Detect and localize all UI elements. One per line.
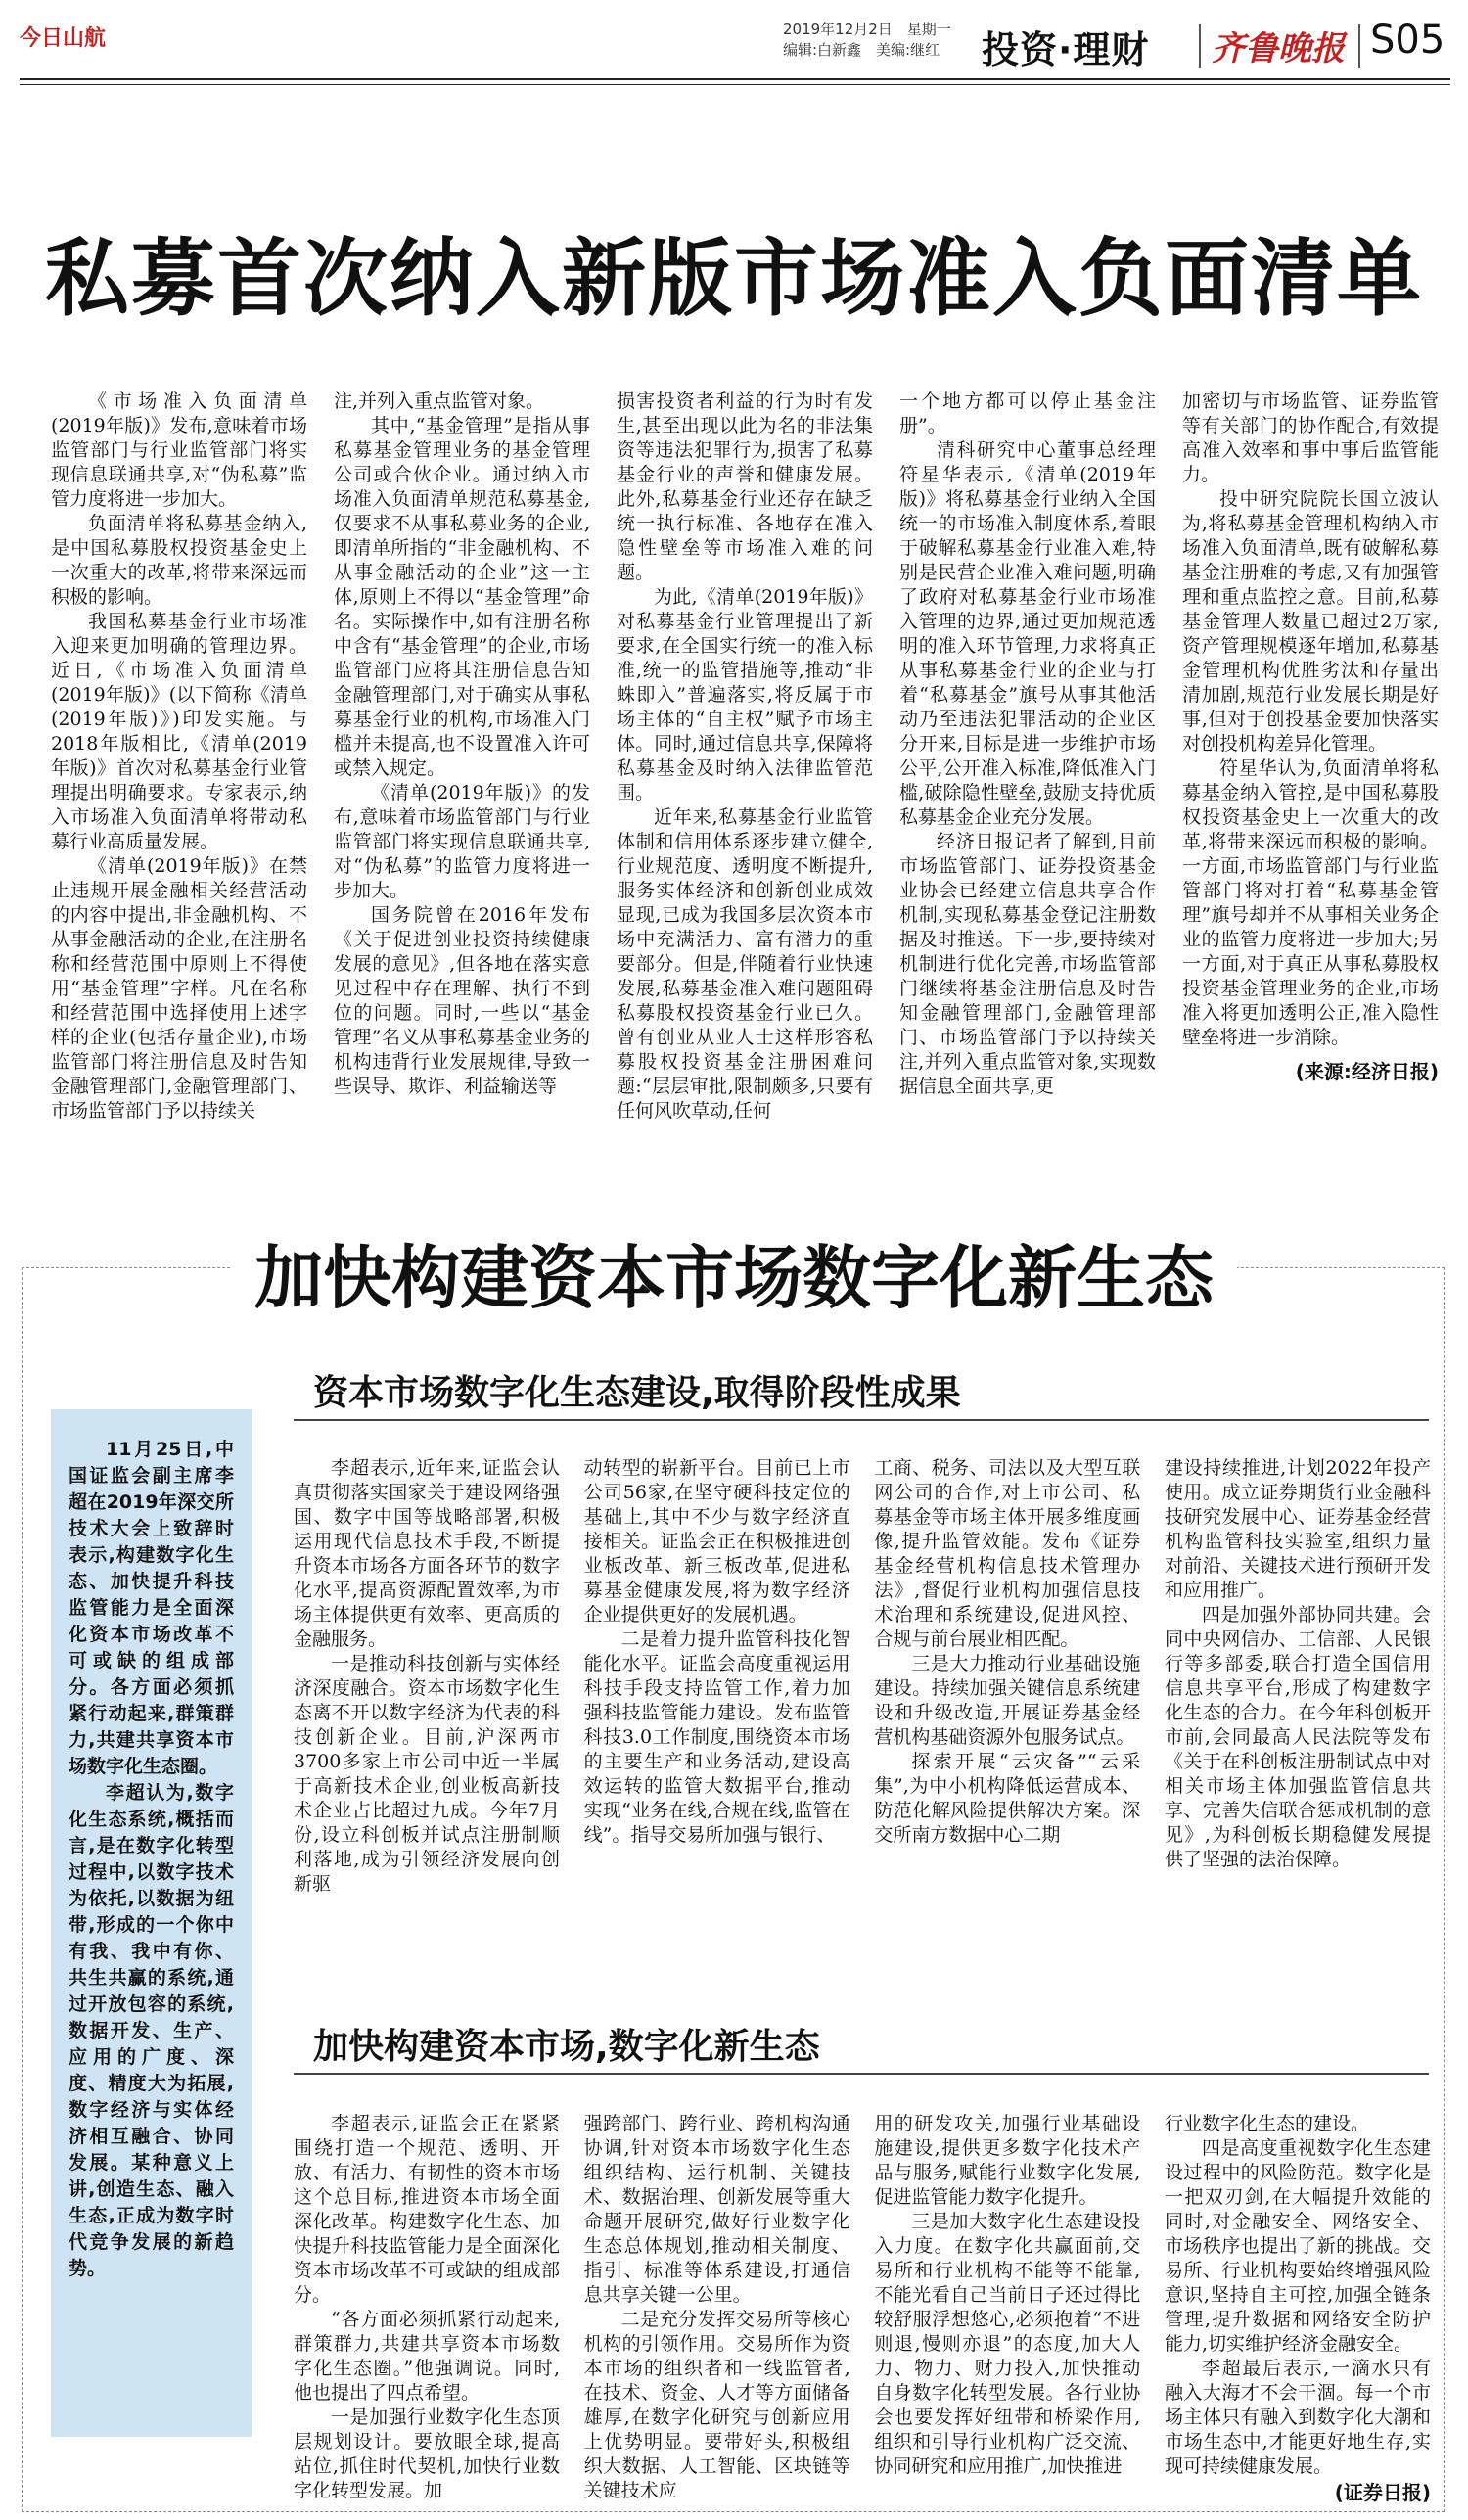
paragraph: 三是加大数字化生态建设投入力度。在数字化共赢面前,交易所和行业机构不能等不能靠,不能光看自己当前日子还过得比较舒服浮想悠心,必须抱着“不进则退,慢则亦退”的态度,加大人力、物力、财力投入,加快推动自身数字化转型发展。各行业协会也要发挥好纽带和桥梁作用,组织和引导行业机构广泛交流、协同研究和应用推广,加快推进 [874, 2211, 1141, 2477]
paragraph: 一个地方都可以停止基金注册”。 [899, 390, 1156, 436]
header-rule [20, 78, 1450, 80]
subheading-2: 加快构建资本市场,数字化新生态 [313, 2027, 820, 2067]
paragraph: 清科研究中心董事总经理符星华表示,《清单(2019年版)》将私募基金行业纳入全国统一的市场准入制度体系,着眼于破解私募基金行业准入难,特别是民营企业准入难问题,明确了政府对私募基金行业市场准入管理的边界,通过更加规范透明的准入环节管理,力求将真正从事私募基金行业的企业与打着“私募基金”旗号从事其他活动乃至违法犯罪活动的企业区分开来,目标是进一步维护市场公平,公开准入标准,降低准入门槛,破除隐性壁垒,鼓励支持优质私募基金企业充分发展。 [899, 439, 1156, 828]
paragraph: 动转型的崭新平台。目前已上市公司56家,在坚守硬科技定位的基础上,其中不少与数字经济直接相关。证监会正在积极推进创业板改革、新三板改革,促进私募基金健康发展,将为数字经济企业提供更好的发展机遇。 [583, 1457, 850, 1626]
paragraph: 我国私募基金行业市场准入迎来更加明确的管理边界。近日,《市场准入负面清单(2019年版)》(以下简称《清单(2019年版)》)印发实施。与2018年版相比,《清单(2019年版)》首次对私募基金行业管理提出明确要求。专家表示,纳入市场准入负面清单将带动私募行业高质量发展。 [51, 611, 307, 852]
paragraph: 行业数字化生态的建设。 [1164, 2113, 1369, 2134]
article2-source: (证券日报) [1334, 2481, 1431, 2503]
article1-body [51, 389, 1439, 1192]
section1-col-4 [1165, 1456, 1431, 2004]
paragraph: 投中研究院院长国立波认为,将私募基金管理机构纳入市场准入负面清单,既有破解私募基金注册难的考虑,又有加强管理和重点监控之意。目前,私募基金管理人数量已超过2万家,资产管理规模逐年增加,私募基金管理机构优胜劣汰和存量出清加剧,规范行业发展长期是好事,但对于创投基金要加快落实对创投机构差异化管理。 [1182, 488, 1439, 755]
section2-body [294, 2112, 1431, 2503]
article1-headline: 私募首次纳入新版市场准入负面清单 [45, 230, 1423, 328]
newspaper-logo: 齐鲁晚报 [1212, 29, 1345, 69]
paragraph: 一是推动科技创新与实体经济深度融合。资本市场数字化生态离不开以数字经济为代表的科技创新企业。目前,沪深两市3700多家上市公司中近一半属于高新技术企业,创业板高新技术企业占比超过九成。今年7月份,设立科创板并试点注册制顺利落地,成为引领经济发展向创新驱 [294, 1653, 560, 1895]
page-number: S05 [1370, 18, 1445, 63]
paragraph: 符星华认为,负面清单将私募基金纳入管控,是中国私募股权投资基金史上一次重大的改革,将带来深远而积极的影响。一方面,市场监管部门与行业监管部门将对打着“私募基金管理”旗号却并不从事相关业务企业的监管力度将进一步加大;另一方面,对于真正从事私募股权投资基金管理业务的企业,市场准入将更加透明公正,准入隐性壁垒将进一步消除。 [1182, 757, 1439, 1048]
section1-col-2 [584, 1456, 850, 2004]
subheading-1-rule [294, 1419, 1429, 1421]
paragraph: 建设持续推进,计划2022年投产使用。成立证券期货行业金融科技研究发展中心、证券基金经营机构监管科技实验室,组织力量对前沿、关键技术进行预研开发和应用推广。 [1164, 1457, 1431, 1601]
paragraph: 注,并列入重点监管对象。 [334, 390, 545, 412]
section2-col-3 [874, 2112, 1140, 2503]
header-divider [1199, 24, 1201, 68]
paragraph: 三是大力推动行业基础设施建设。持续加强关键信息系统建设和升级改造,开展证券基金经营机构基础资源外包服务试点。 [874, 1653, 1141, 1748]
section1-col-1 [294, 1456, 560, 2004]
paragraph: “各方面必须抓紧行动起来,群策群力,共建共享资本市场数字化生态圈。”他强调说。同时,他也提出了四点希望。 [294, 2309, 560, 2404]
article1-source: (来源:经济日报) [1295, 1060, 1439, 1083]
header-divider [1358, 24, 1360, 68]
paragraph: 用的研发攻关,加强行业基础设施建设,提供更多数字化技术产品与服务,赋能行业数字化发展,促进监管能力数字化提升。 [874, 2113, 1141, 2208]
section2-col-1 [294, 2112, 560, 2503]
lead-paragraph: 11月25日,中国证监会副主席李超在2019年深交所技术大会上致辞时表示,构建数字化生态、加快提升科技监管能力是全面深化资本市场改革不可或缺的组成部分。各方面必须抓紧行动起来,群策群力,共建共享资本市场数字化生态圈。 [69, 1439, 234, 1777]
article1-col-3 [617, 389, 873, 1192]
paragraph: 工商、税务、司法以及大型互联网公司的合作,对上市公司、私募基金等市场主体开展多维度画像,提升监管效能。发布《证券基金经营机构信息技术管理办法》,督促行业机构加强信息技术治理和系统建设,促进风控、合规与前台展业相匹配。 [874, 1457, 1141, 1650]
paragraph: 经济日报记者了解到,目前市场监管部门、证券投资基金业协会已经建立信息共享合作机制,实现私募基金登记注册数据及时推送。下一步,要持续对机制进行优化完善,市场监管部门继续将基金注册信息及时告知金融管理部门,金融管理部门、市场监管部门予以持续关注,并列入重点监管对象,实现数据信息全面共享,更 [899, 831, 1156, 1097]
editor-credits: 编辑:白新鑫 美编:继红 [783, 41, 940, 59]
paragraph: 李超表示,近年来,证监会认真贯彻落实国家关于建设网络强国、数字中国等战略部署,积极运用现代信息技术手段,不断提升资本市场各方面各环节的数字化水平,提高资源配置效率,为市场主体提供更有效率、更高质的金融服务。 [294, 1457, 560, 1650]
paragraph: 《市场准入负面清单(2019年版)》发布,意味着市场监管部门与行业监管部门将实现信息联通共享,对“伪私募”监管力度将进一步加大。 [51, 390, 307, 510]
paragraph: 二是着力提升监管科技化智能化水平。证监会高度重视运用科技手段支持监管工作,着力加强科技监管能力建设。发布监管科技3.0工作制度,围绕资本市场的主要生产和业务活动,建设高效运转的监管大数据平台,推动实现“业务在线,合规在线,监管在线”。指导交易所加强与银行、 [583, 1628, 850, 1846]
section2-col-4 [1165, 2112, 1431, 2503]
header-rule-thin [20, 84, 1450, 85]
issue-meta [783, 20, 951, 61]
paragraph: 《清单(2019年版)》的发布,意味着市场监管部门与行业监管部门将实现信息联通共享,对“伪私募”的监管力度将进一步加大。 [334, 782, 590, 901]
section1-body [294, 1456, 1431, 2004]
article2-lead-box [51, 1409, 252, 2437]
paragraph: 国务院曾在2016年发布《关于促进创业投资持续健康发展的意见》,但各地在落实意见过程中存在理解、执行不到位的问题。同时,一些以“基金管理”名义从事私募基金业务的机构违背行业发展规律,导致一些误导、欺诈、利益输送等 [334, 904, 590, 1097]
subheading-1: 资本市场数字化生态建设,取得阶段性成果 [313, 1373, 961, 1413]
issue-date: 2019年12月2日 星期一 [783, 21, 951, 38]
paragraph: 强跨部门、跨行业、跨机构沟通协调,针对资本市场数字化生态组织结构、运行机制、关键技术、数据治理、创新发展等重大命题开展研究,做好行业数字化生态总体规划,推动相关制度、指引、标准等体系建设,打通信息共享关键一公里。 [583, 2113, 850, 2306]
column-label: 今日山航 [20, 26, 107, 51]
article1-col-5 [1182, 389, 1439, 1192]
paragraph: 《清单(2019年版)》在禁止违规开展金融相关经营活动的内容中提出,非金融机构、不从事金融活动的企业,在注册名称和经营范围中原则上不得使用“基金管理”字样。凡在名称和经营范围中选择使用上述字样的企业(包括存量企业),市场监管部门将注册信息及时告知金融管理部门,金融管理部门、市场监管部门予以持续关 [51, 855, 307, 1122]
article1-col-2 [334, 389, 590, 1192]
paragraph: 四是加强外部协同共建。会同中央网信办、工信部、人民银行等多部委,联合打造全国信用信息共享平台,形成了构建数字化生态的合力。在今年科创板开市前,会同最高人民法院等发布《关于在科创板注册制试点中对相关市场主体加强监管信息共享、完善失信联合惩戒机制的意见》,为科创板长期稳健发展提供了坚强的法治保障。 [1164, 1604, 1431, 1870]
paragraph: 为此,《清单(2019年版)》对私募基金行业管理提出了新要求,在全国实行统一的准入标准,统一的监管措施等,推动“非蛛即入”普遍落实,将反属于市场主体的“自主权”赋予市场主体。同时,通过信息共享,保障将私募基金及时纳入法律监管范围。 [617, 586, 873, 803]
section1-col-3 [874, 1456, 1140, 2004]
paragraph: 负面清单将私募基金纳入,是中国私募股权投资基金史上一次重大的改革,将带来深远而积极的影响。 [51, 513, 307, 608]
article1-col-1 [51, 389, 307, 1192]
paragraph: 加密切与市场监管、证券监管等有关部门的协作配合,有效提高准入效率和事中事后监管能力。 [1182, 390, 1439, 485]
paragraph: 二是充分发挥交易所等核心机构的引领作用。交易所作为资本市场的组织者和一线监管者,在技术、资金、人才等方面储备雄厚,在数字化研究与创新应用上优势明显。要带好头,积极组织大数据、人工智能、区块链等关键技术应 [583, 2309, 850, 2501]
article2-headline [0, 1223, 1468, 1322]
subheading-2-rule [294, 2073, 1429, 2075]
paragraph: 一是加强行业数字化生态顶层规划设计。要放眼全球,提高站位,抓住时代契机,加快行业数字化转型发展。加 [294, 2406, 560, 2501]
section-title: 投资·理财 [982, 28, 1150, 71]
article2-headline-text: 加快构建资本市场数字化新生态 [231, 1238, 1237, 1318]
paragraph: 损害投资者利益的行为时有发生,甚至出现以此为名的非法集资等违法犯罪行为,损害了私募基金行业的声誉和健康发展。此外,私募基金行业还存在缺乏统一执行标准、各地存在准入隐性壁垒等市场准入难的问题。 [617, 390, 873, 583]
paragraph: 探索开展“云灾备”“云采集”,为中小机构降低运营成本、防范化解风险提供解决方案。深交所南方数据中心二期 [874, 1751, 1141, 1846]
section2-col-2 [584, 2112, 850, 2503]
lead-paragraph: 李超认为,数字化生态系统,概括而言,是在数字化转型过程中,以数字技术为依托,以数据为纽带,形成的一个你中有我、我中有你、共生共赢的系统,通过开放包容的系统,数据开发、生产、应用的广度、深度、精度大为拓展,数字经济与实体经济相互融合、协同发展。某种意义上讲,创造生态、融入生态,正成为数字时代竞争发展的新趋势。 [69, 1782, 234, 2279]
paragraph: 其中,“基金管理”是指从事私募基金管理业务的基金管理公司或合伙企业。通过纳入市场准入负面清单规范私募基金,仅要求不从事私募业务的企业,即清单所指的“非金融机构、不从事金融活动的企业”这一主体,原则上不得以“基金管理”命名。实际操作中,如有注册名称中含有“基金管理”的企业,市场监管部门应将其注册信息告知金融管理部门,对于确实从事私募基金行业的机构,市场准入门槛并未提高,也不设置准入许可或禁入规定。 [334, 415, 590, 779]
paragraph: 近年来,私募基金行业监管体制和信用体系逐步建立健全,行业规范度、透明度不断提升,服务实体经济和创新创业成效显现,已成为我国多层次资本市场中充满活力、富有潜力的重要部分。但是,伴随着行业快速发展,私募基金准入难问题阻碍私募股权投资基金行业已久。曾有创业从业人士这样形容私募股权投资基金注册困难问题:“层层审批,限制颇多,只要有任何风吹草动,任何 [617, 806, 873, 1122]
paragraph: 李超表示,证监会正在紧紧围绕打造一个规范、透明、开放、有活力、有韧性的资本市场这个总目标,推进资本市场全面深化改革。构建数字化生态、加快提升科技监管能力是全面深化资本市场改革不可或缺的组成部分。 [294, 2113, 560, 2306]
paragraph: 李超最后表示,一滴水只有融入大海才不会干涸。每一个市场主体只有融入到数字化大潮和市场生态中,才能更好地生存,实现可持续健康发展。 [1164, 2358, 1431, 2477]
article1-col-4 [899, 389, 1156, 1192]
paragraph: 四是高度重视数字化生态建设过程中的风险防范。数字化是一把双刃剑,在大幅提升效能的同时,对金融安全、网络安全、市场秩序也提出了新的挑战。交易所、行业机构要始终增强风险意识,坚持自主可控,加强全链条管理,提升数据和网络安全防护能力,切实维护经济金融安全。 [1164, 2137, 1431, 2355]
